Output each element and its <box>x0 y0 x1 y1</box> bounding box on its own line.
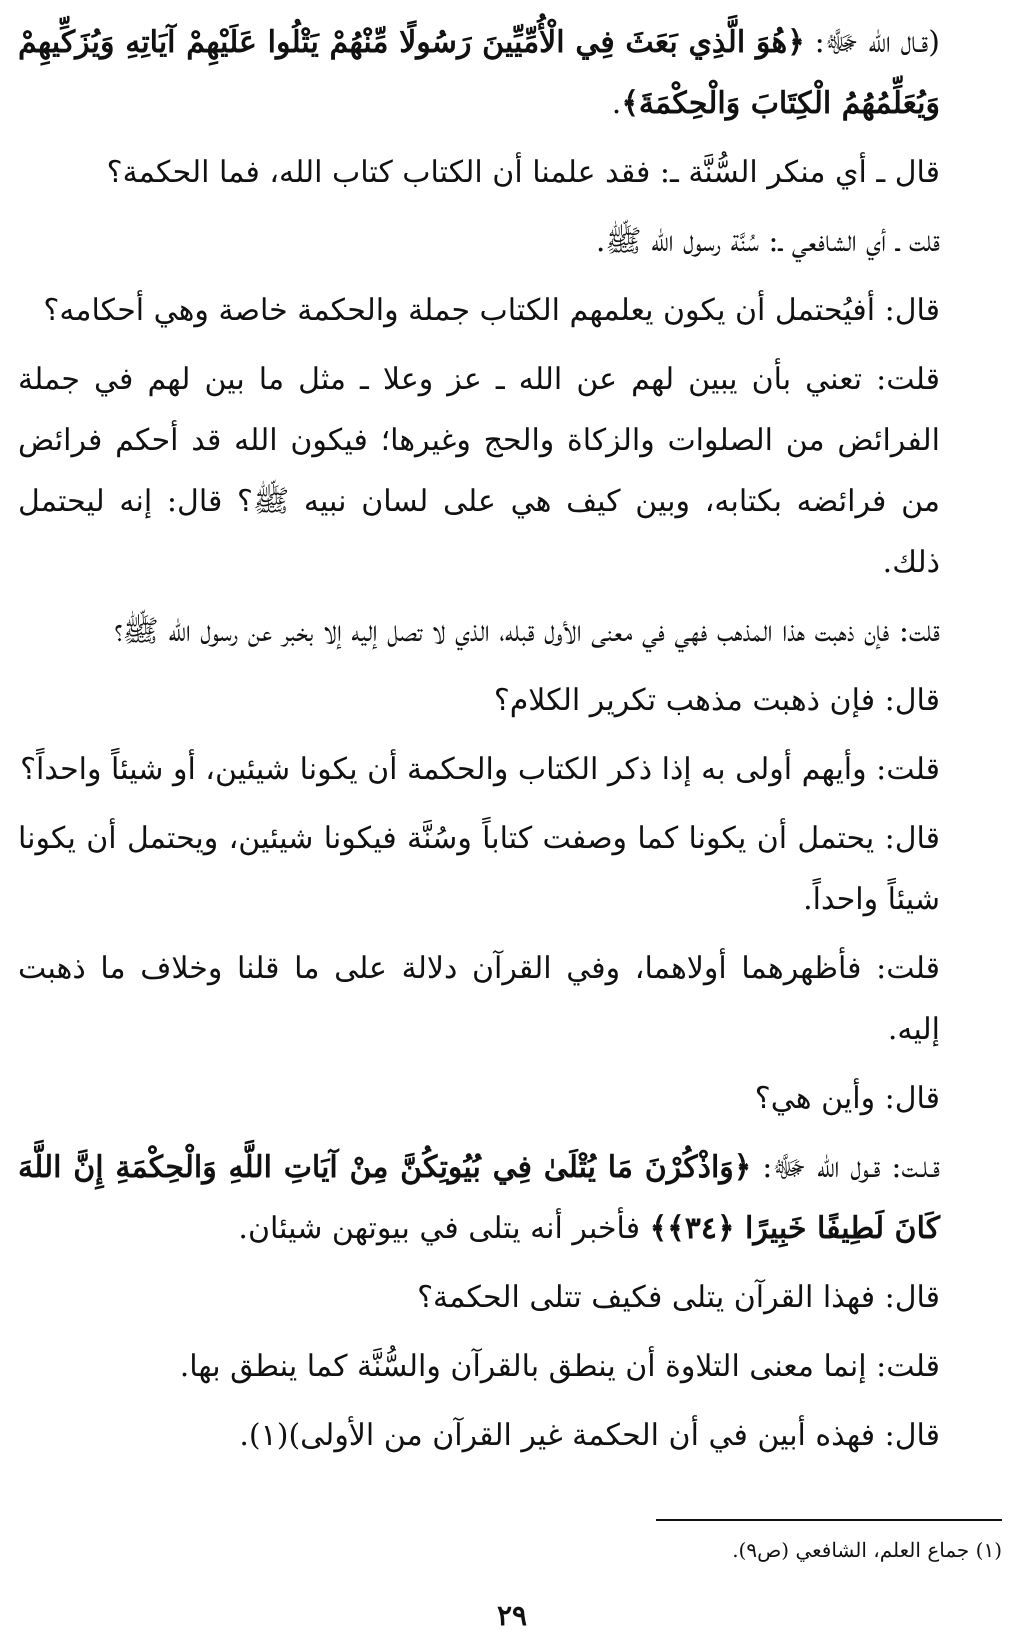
paragraph <box>18 670 1002 731</box>
paragraph <box>18 211 1002 272</box>
paragraph <box>18 938 1002 1060</box>
paragraph <box>18 349 1002 593</box>
paragraph <box>18 1267 1002 1328</box>
paragraph <box>18 1068 1002 1129</box>
text-run: قلت: تعني بأن يبين لهم عن الله ـ عز وعلا ـ مثل ما بين لهم في جملة الفرائض من الصلوات والزكاة والحج وغيرها؛ فيكون الله قد أحكم فرائض من فرائضه بكتابه، وبين كيف هي على لسان نبيه ﷺ؟ قال: إنه ليحتمل ذلك. <box>18 362 940 580</box>
text-run: قال: يحتمل أن يكونا كما وصفت كتاباً وسُنَّة فيكونا شيئين، ويحتمل أن يكونا شيئاً واحداً. <box>18 821 940 917</box>
paragraph <box>18 1336 1002 1397</box>
text-run: قال: وأين هي؟ <box>754 1081 940 1116</box>
paragraph <box>18 12 1002 134</box>
paragraph <box>18 1137 1002 1259</box>
text-run: قال: فإن ذهبت مذهب تكرير الكلام؟ <box>493 683 940 718</box>
quran-quote: ﴿وَاذْكُرْنَ مَا يُتْلَىٰ فِي بُيُوتِكُنَّ مِنْ آيَاتِ اللَّهِ وَالْحِكْمَةِ إِنَّ اللَّهَ كَانَ لَطِيفًا خَبِيرًا ﴿٣٤﴾﴾ <box>18 1150 940 1246</box>
text-run: فأخبر أنه يتلى في بيوتهن شيئان. <box>238 1211 650 1246</box>
paragraph <box>18 808 1002 930</box>
text-run: قلت: فإن ذهبت هذا المذهب فهي في معنى الأول قبله، الذي لا تصل إليه إلا بخبر عن رسول الله ﷺ؟ <box>114 614 940 649</box>
text-run: (قـال الله ﷻ: <box>804 25 940 60</box>
paragraph <box>18 280 1002 341</box>
quran-quote: ﴿هُوَ الَّذِي بَعَثَ فِي الْأُمِّيِّينَ رَسُولًا مِّنْهُمْ يَتْلُوا عَلَيْهِمْ آيَاتِهِ وَيُزَكِّيهِمْ وَيُعَلِّمُهُمُ الْكِتَابَ وَالْحِكْمَةَ﴾ <box>18 25 940 121</box>
page-number: ٢٩ <box>496 1599 528 1632</box>
text-run: . <box>611 86 622 121</box>
text-run: قـلـت: قـول الله ﷻ: <box>751 1150 941 1185</box>
paragraph <box>18 739 1002 800</box>
footnote-divider <box>656 1519 1002 1521</box>
text-run: قلت: وأيهم أولى به إذا ذكر الكتاب والحكمة أن يكونا شيئين، أو شيئاً واحداً؟ <box>20 752 940 787</box>
footnote: (١) جماع العلم، الشافعي (ص٩). <box>732 1538 1002 1562</box>
text-run: قلت: فأظهرهما أولاهما، وفي القرآن دلالة على ما قلنا وخلاف ما ذهبت إليه. <box>18 951 940 1047</box>
page-body <box>18 12 1002 1474</box>
paragraph <box>18 142 1002 203</box>
text-run: قلت ـ أي الشافعي ـ: سُنَّة رسول الله ﷺ. <box>595 224 940 259</box>
text-run: قال ـ أي منكر السُّنَّة ـ: فقد علمنا أن الكتاب كتاب الله، فما الحكمة؟ <box>106 155 940 190</box>
text-run: قال: فهذه أبين في أن الحكمة غير القرآن من الأولى)(١). <box>239 1418 940 1453</box>
paragraph <box>18 1405 1002 1466</box>
text-run: قلت: إنما معنى التلاوة أن ينطق بالقرآن والسُّنَّة كما ينطق بها. <box>179 1349 940 1384</box>
text-run: قال: أفيُحتمل أن يكون يعلمهم الكتاب جملة والحكمة خاصة وهي أحكامه؟ <box>43 293 940 328</box>
text-run: قال: فهذا القرآن يتلى فكيف تتلى الحكمة؟ <box>417 1280 940 1315</box>
paragraph <box>18 601 1002 662</box>
